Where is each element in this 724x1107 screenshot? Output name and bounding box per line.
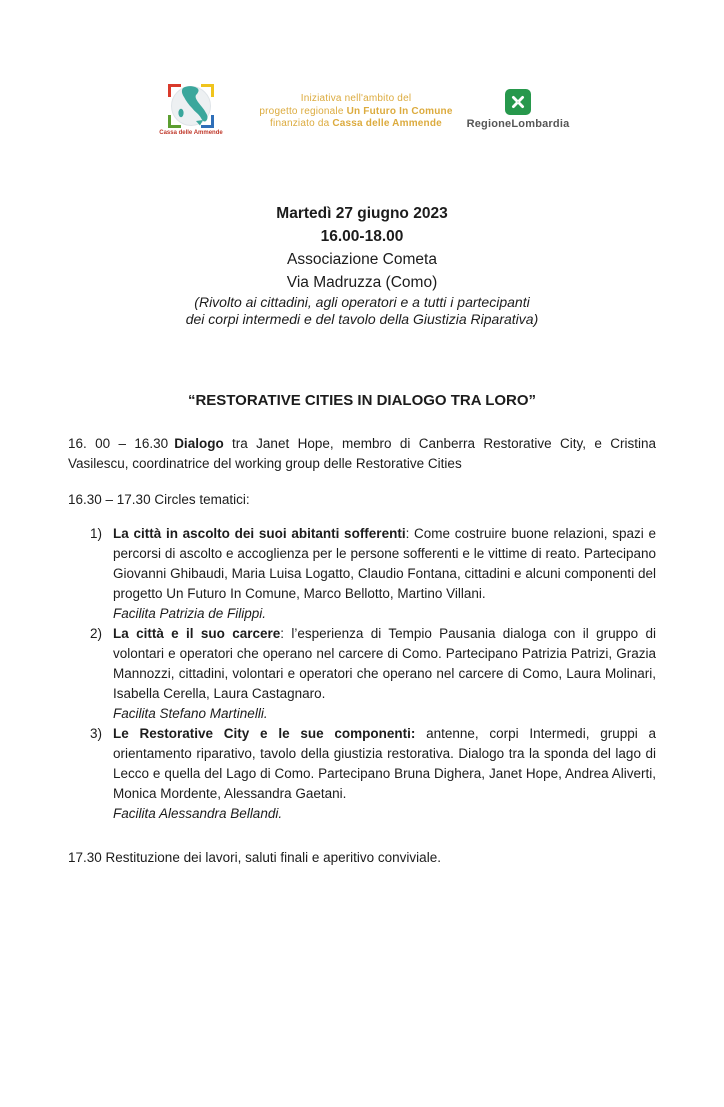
funder-name: Cassa delle Ammende bbox=[332, 118, 442, 129]
topic-text bbox=[113, 724, 656, 804]
closing-line: 17.30 Restituzione dei lavori, saluti finali e aperitivo conviviale. bbox=[68, 850, 441, 865]
event-date: Martedì 27 giugno 2023 bbox=[276, 205, 448, 222]
topic-title: La città e il suo carcere bbox=[113, 626, 281, 641]
frame-corner-green bbox=[168, 115, 181, 128]
topic-description: antenne, corpi Intermedi, gruppi a orientamento riparativo, tavolo della giustizia restorativa. Dialogo tra la sponda del lago di Lecco e quella del Lago di Como. Partecipano Bruna Dighera, Janet Hope, Andrea Aliverti, Monica Mordente, Alessandra Gaetani. bbox=[113, 726, 656, 801]
topic-number: 1) bbox=[90, 526, 103, 541]
initiative-line-2: progetto regionale Un Futuro In Comune bbox=[259, 105, 453, 117]
intro-text: tra Janet Hope, membro di Canberra Restorative City, e Cristina Vasilescu, coordinatrice del working group delle Restorative Cities bbox=[68, 436, 657, 471]
topic-facilitator: Facilita Alessandra Bellandi. bbox=[113, 806, 283, 821]
lombardia-logo-label: RegioneLombardia bbox=[466, 118, 570, 130]
event-venue: Associazione Cometa bbox=[287, 251, 437, 268]
topics-list bbox=[90, 524, 656, 824]
page-title: “RESTORATIVE CITIES IN DIALOGO TRA LORO” bbox=[187, 392, 537, 409]
cassa-logo-frame bbox=[168, 84, 214, 128]
frame-corner-red bbox=[168, 84, 181, 97]
event-details bbox=[0, 202, 724, 328]
topic-number: 3) bbox=[90, 726, 103, 741]
intro-lead: Dialogo bbox=[174, 436, 224, 451]
topic-item-3 bbox=[90, 724, 656, 824]
cassa-logo-caption: Cassa delle Ammende bbox=[159, 130, 223, 136]
topic-description: : l’esperienza di Tempio Pausania dialoga con il gruppo di volontari e operatori che operano nel carcere di Como. Partecipano Patrizia Patrizi, Grazia Mannozzi, cittadini, volontari e operatori che operano nel carcere di Como, Laura Molinari, Isabella Cerella, Laura Castagnaro. bbox=[113, 626, 656, 701]
regione-lombardia-logo bbox=[464, 89, 572, 130]
event-time: 16.00-18.00 bbox=[320, 228, 404, 245]
topic-item-1 bbox=[90, 524, 656, 624]
frame-corner-yellow bbox=[201, 84, 214, 97]
event-address: Via Madruzza (Como) bbox=[286, 274, 438, 291]
intro-time-slot: 16. 00 – 16.30 bbox=[68, 436, 169, 451]
initiative-line-3: finanziato da Cassa delle Ammende bbox=[270, 118, 442, 129]
topic-title: La città in ascolto dei suoi abitanti sofferenti bbox=[113, 526, 406, 541]
document-page bbox=[0, 84, 724, 1107]
project-name: Un Futuro In Comune bbox=[346, 105, 453, 117]
topic-body bbox=[113, 724, 656, 824]
cassa-delle-ammende-logo bbox=[153, 84, 229, 137]
topic-body bbox=[113, 624, 656, 724]
topic-facilitator: Facilita Patrizia de Filippi. bbox=[113, 606, 267, 621]
topic-item-2 bbox=[90, 624, 656, 724]
topic-title: Le Restorative City e le sue componenti: bbox=[113, 726, 416, 741]
topic-description: : Come costruire buone relazioni, spazi e percorsi di ascolto e accoglienza per le persone sofferenti e le vittime di reato. Partecipano Giovanni Ghibaudi, Maria Luisa Logatto, Claudio Fontana, cittadini e alcuni componenti del progetto Un Futuro In Comune, Marco Bellotto, Martino Villani. bbox=[113, 526, 657, 601]
project-initiative-text bbox=[240, 93, 472, 131]
topic-number: 2) bbox=[90, 626, 103, 641]
document-header bbox=[0, 84, 724, 146]
agenda-intro-paragraph bbox=[68, 434, 656, 474]
rosa-camuna-icon bbox=[505, 89, 531, 115]
circles-heading: 16.30 – 17.30 Circles tematici: bbox=[68, 492, 250, 507]
topic-body bbox=[113, 524, 656, 624]
topic-facilitator: Facilita Stefano Martinelli. bbox=[113, 706, 268, 721]
event-audience-note-line-1: (Rivolto ai cittadini, agli operatori e a tutti i partecipanti bbox=[194, 294, 530, 310]
frame-corner-blue bbox=[201, 115, 214, 128]
event-audience-note-line-2: dei corpi intermedi e del tavolo della Giustizia Riparativa) bbox=[185, 311, 539, 327]
topic-text bbox=[113, 624, 656, 704]
initiative-line-1: Iniziativa nell'ambito del bbox=[300, 93, 412, 104]
topic-text bbox=[113, 524, 656, 604]
